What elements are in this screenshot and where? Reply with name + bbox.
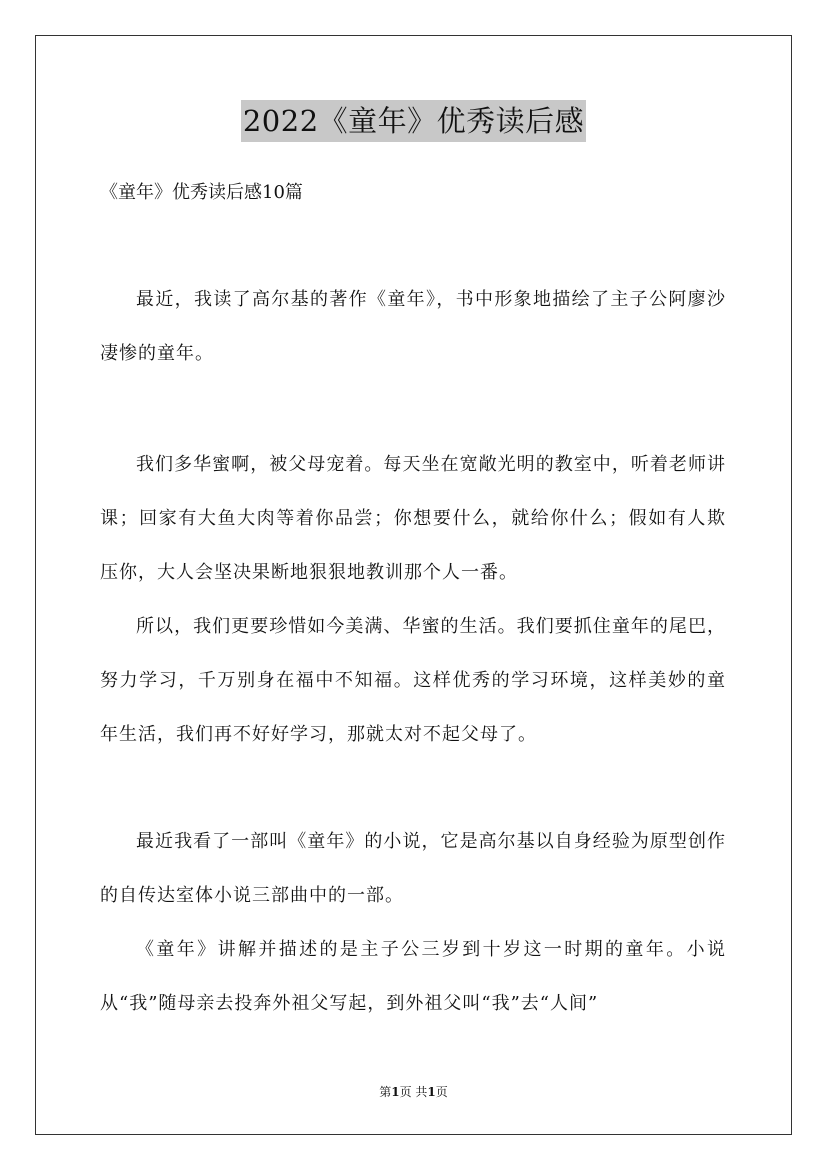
- footer-page-total: 1: [427, 1085, 436, 1099]
- paragraph-3: 所以，我们更要珍惜如今美满、华蜜的生活。我们要抓住童年的尾巴，努力学习，千万别身在福中不知福。这样优秀的学习环境，这样美妙的童年生活，我们再不好好学习，那就太对不起父母了。: [100, 616, 726, 745]
- footer-page-number: 1: [391, 1085, 400, 1099]
- footer-label-post: 页: [435, 1085, 448, 1099]
- paragraph-1: 最近，我读了高尔基的著作《童年》，书中形象地描绘了主子公阿廖沙凄惨的童年。: [100, 289, 726, 364]
- page-footer: [0, 1084, 827, 1100]
- document-title-container: [0, 100, 827, 142]
- paragraph-4: 最近我看了一部叫《童年》的小说，它是高尔基以自身经验为原型创作的自传达室体小说三部曲中的一部。: [100, 831, 726, 906]
- paragraph-5: 《童年》讲解并描述的是主子公三岁到十岁这一时期的童年。小说从“我”随母亲去投奔外祖父写起，到外祖父叫“我”去“人间”: [100, 939, 726, 1014]
- document-subtitle: 《童年》优秀读后感10篇: [100, 182, 303, 203]
- footer-label-pre: 第: [379, 1085, 392, 1099]
- document-title: 2022《童年》优秀读后感: [241, 100, 586, 142]
- paragraph-2: 我们多华蜜啊，被父母宠着。每天坐在宽敞光明的教室中，听着老师讲课；回家有大鱼大肉等着你品尝；你想要什么，就给你什么；假如有人欺压你，大人会坚决果断地狠狠地教训那个人一番。: [100, 454, 726, 583]
- footer-label-mid: 页 共: [399, 1085, 428, 1099]
